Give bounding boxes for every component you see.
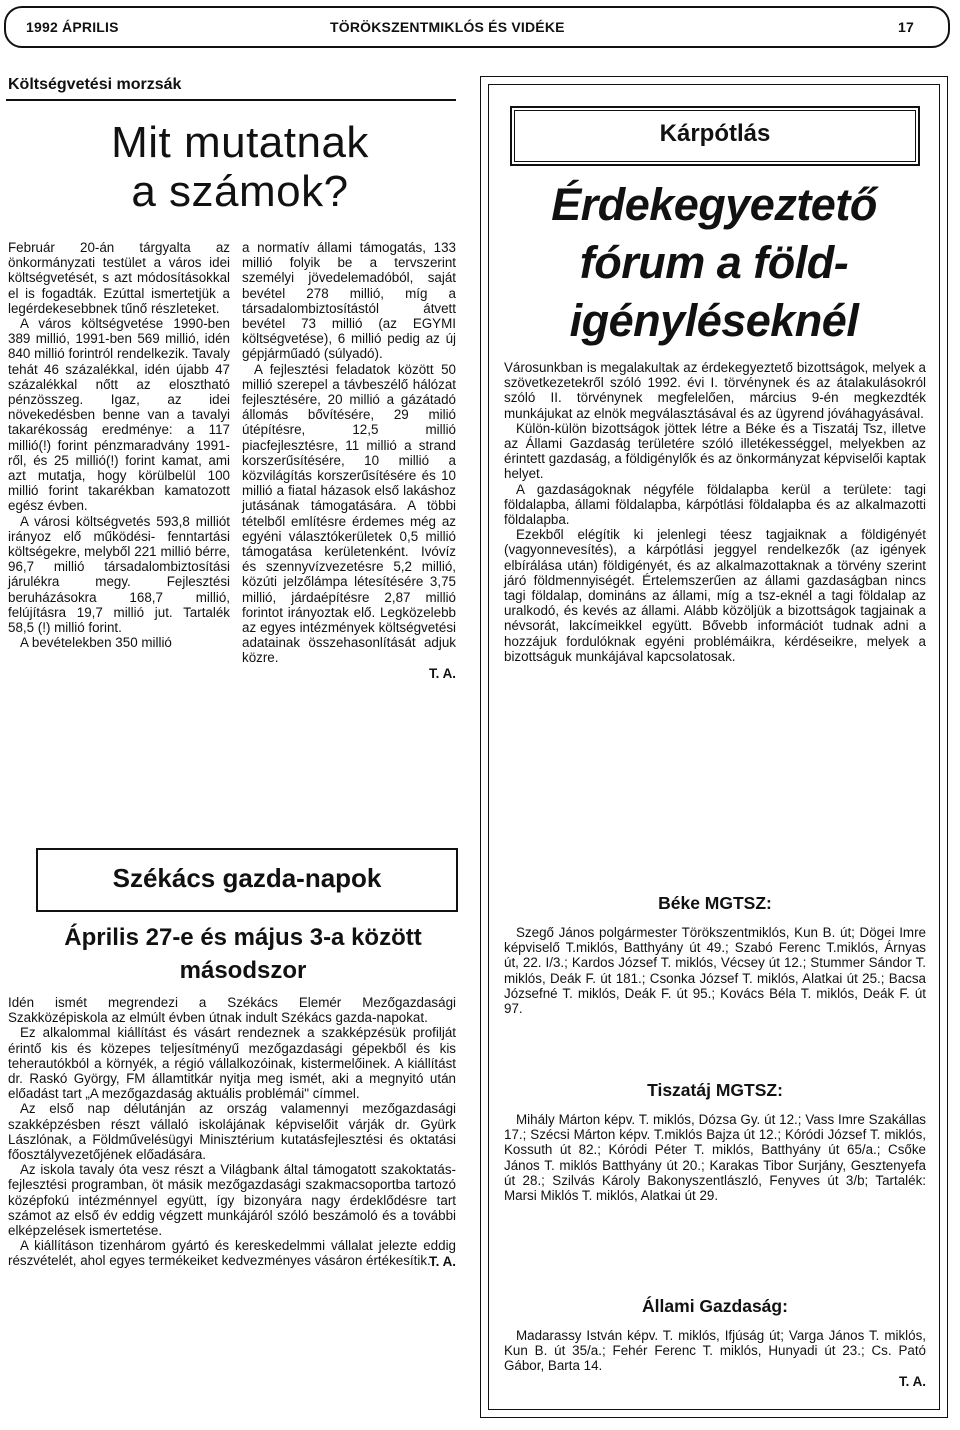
allami-gazdasag-members: [504, 1328, 926, 1389]
section-label: Költségvetési morzsák: [8, 76, 182, 93]
gazda-box-title: Székács gazda-napok: [112, 863, 382, 893]
body-paragraph: a normatív állami támogatás, 133 millió folyik be a tervszerint személyi jövedelemadóból, saját bevétel 278 millió, míg a társadalombiztosítástól átvett bevétel 73 millió (az EGYMI költségvetése), 6 millió pedig az új gépjárműadó (súlyadó).: [242, 240, 456, 362]
article-title-line1: Mit mutatnak: [111, 118, 369, 167]
beke-mgtsz-members: [504, 925, 926, 1016]
author-signature: T. A.: [428, 1253, 456, 1269]
tiszataj-mgtsz-members: [504, 1112, 926, 1203]
member-list: Szegő János polgármester Törökszentmiklós, Kun B. út; Dögei Imre képviselő T.miklós, Batthyány út 49.; Szabó Ferenc T.miklós, Árnyas út, 22. I/3.; Kardos József T. miklós, Vécsey út 12.; Stummer Sándor T. miklós, Deák F. út 181.; Csonka József T. miklós, Alatkai út 25.; Bacsa Józsefné T. miklós, Deák F. út 95.; Kovács Béla T. miklós, Deák F. út 97.: [504, 925, 926, 1017]
karpotlas-box-title: Kárpótlás: [659, 120, 771, 147]
member-list: Mihály Márton képv. T. miklós, Dózsa Gy. út 12.; Vass Imre Szakállas 17.; Szécsi Márton képv. T.miklós Bajza út 12.; Kóródi József T. miklós, Kossuth út 82.; Kóródi Péter T. miklós, Batthyány út 65/a.; Csőke János T. miklós Batthyány út 20.; Karakas Tibor Surjány, Gesztenyefa út 28.; Szilvás Károly Bakonyszentlászló, Fenyves út 3/b; Tartalék: Marsi Miklós T. miklós, Alatkai út 29.: [504, 1112, 926, 1204]
gazda-headline-line2: másodszor: [179, 957, 307, 984]
body-paragraph: Városunkban is megalakultak az érdekegyeztető bizottságok, melyek a szövetkezetekről szóló 1992. évi I. törvénynek és az átalakulásokról szóló II. törvénynek megfelelően, március 9-én megkezdték munkájukat az elnök megválasztásával és az ügyrend jóváhagyásával.: [504, 360, 926, 421]
tiszataj-mgtsz-heading: Tiszatáj MGTSZ:: [647, 1080, 783, 1100]
body-paragraph: A bevételekben 350 millió: [20, 635, 172, 651]
body-paragraph: A város költségvetése 1990-ben 389 millió, 1991-ben 569 millió, idén 840 millió forintról rendelkezik. Tavaly tehát 46 százalékkal, idén újabb 47 százalékkal nőtt az elosztható pénzösszeg. Igaz, az idei növekedésben benne van a tavalyi takarékosság eredménye: a 117 millió(!) forint pénzmaradvány 1991-ről, és 25 millió(!) forint kamat, ami azt mutatja, hogy körülbelül 100 millió forint takarékban kamatozott egész évben.: [8, 316, 230, 514]
body-paragraph: A városi költségvetés 593,8 milliót irányoz elő működési- fenntartási költségekre, melyből 221 millió bérre, 96,7 millió társadalombiztosítási járulékra megy. Fejlesztési beruházásokra 168,7 millió, felújításra 19,7 millió jut. Tartalék 58,5 (!) millió forint.: [8, 513, 230, 636]
member-list: Madarassy István képv. T. miklós, Ifjúság út; Varga János T. miklós, Kun B. út 35/a.; Fehér Ferenc T. miklós, Hunyadi út 23.; Cs. Pató Gábor, Barta 14.: [504, 1328, 926, 1374]
section-rule: [6, 99, 456, 101]
budget-column-2: [242, 240, 456, 681]
body-paragraph: Az első nap délutánján az ország valamennyi mezőgazdasági szakképzésben részt vállaló iskolájának képviselőit várják dr. Gyürk Lászlónak, a Földművelésügyi Minisztérium kutatásfejlesztési és oktatási főosztályvezetőjének előadására.: [8, 1101, 456, 1163]
karpotlas-headline-line1: Érdekegyeztető: [551, 179, 877, 230]
author-signature: T. A.: [898, 1373, 926, 1389]
karpotlas-headline-line2: fórum a föld-: [579, 237, 849, 288]
gazda-headline-line1: Április 27-e és május 3-a között: [64, 924, 422, 951]
gazda-body: [8, 995, 456, 1269]
article-title-line2: a számok?: [131, 167, 349, 216]
karpotlas-headline-line3: igényléseknél: [569, 295, 859, 346]
newspaper-title: TÖRÖKSZENTMIKLÓS ÉS VIDÉKE: [330, 19, 565, 35]
body-paragraph: Ez alkalommal kiállítást és vásárt rendeznek a szakképzésük profilját érintő kis és közepes teljesítményű mezőgazdasági gépekből és kis teherautókból a környék, a régió vállalkozóinak, kistermelőinek. A kiállítást dr. Raskó György, FM államtitkár nyitja meg ismét, aki a megnyitó után előadást tart „A mezőgazdaság aktuális problémái" címmel.: [8, 1025, 456, 1102]
allami-gazdasag-heading: Állami Gazdaság:: [642, 1296, 788, 1316]
budget-column-1: [8, 240, 230, 650]
body-paragraph: Külön-külön bizottságok jöttek létre a Béke és a Tiszatáj Tsz, illetve az Állami Gazdaság területére szóló illetékességgel, melyekben az érintett gazdaság, a földigénylők és az önkormányzat képviselői kaptak helyet.: [504, 420, 926, 482]
karpotlas-body: [504, 360, 926, 664]
author-signature: T. A.: [428, 665, 456, 681]
page-number: 17: [898, 19, 914, 35]
body-paragraph: A kiállításon tizenhárom gyártó és kereskedelmmi vállalat jelezte eddig részvételét, ahol egyes termékeiket kedvezményes vásáron értékesítik.: [8, 1238, 456, 1269]
body-paragraph: Az iskola tavaly óta vesz részt a Világbank által támogatott szakoktatás-fejlesztési programban, öt másik mezőgazdasági szakmacsoportba tartozó középfokú intézménnyel együtt, így bizonyára nagy érdeklődésre tart számot az első év eddig végzett munkájáról szóló beszámoló és a további elképzelések ismertetése.: [8, 1162, 456, 1239]
issue-date: 1992 ÁPRILIS: [26, 19, 119, 35]
body-paragraph: Idén ismét megrendezi a Székács Elemér Mezőgazdasági Szakközépiskola az elmúlt évben útnak indult Székács gazda-napokat.: [8, 995, 456, 1026]
body-paragraph: A fejlesztési feladatok között 50 millió szerepel a távbeszélő hálózat fejlesztésére, 20 millió a gázátadó állomás bővítésére, 29 milió útépítésre, 12,5 millió piacfejlesztésre, 11 millió a strand korszerűsítésére, 10 millió a közvilágítás korszerűsítésére és 10 millió a fiatal házasok első lakáshoz jutásának támogatására. A többi tételből említésre érdemes még az egyéni választókerületek 0,5 millió támogatása kerületenként. Ivóvíz és szennyvízvezetésre 5,2 millió, közúti jelzőlámpa létesítésére 3,75 millió, járdaépítésre 2,87 millió forintot irányoztak elő. Legközelebb az egyes intézmények költségvetési adatainak összehasonlítását adjuk közre.: [242, 361, 456, 666]
body-paragraph: Február 20-án tárgyalta az önkormányzati testület a város idei költségvetését, s azt módosításokkal el is fogadták. Ezúttal ismertetjük a legérdekesebbnek tűnő részleteket.: [8, 240, 230, 316]
body-paragraph: Ezekből elégítik ki jelenlegi téesz tagjaiknak a földigényét (vagyonnevesítés), a kárpótlási jeggyel rendelkezők (az igények elbírálása után) földigényét, és az alkalmazottaknak a törvény szerint járó földmennyiségét. Értelemszerűen az állami gazdaságban nincs tagi földalap, domináns az állami, míg a tsz-eknél a tagi földalap az uralkodó, és kevés az állami. Alább közöljük a bizottságok tagjainak a névsorát, lakcímeikkel együtt. Bővebb információt tudnak adni a hozzájuk fordulóknak egyéni problémáikra, kérdéseikre, melyek a bizottságuk munkájával kapcsolatosak.: [504, 527, 926, 664]
body-paragraph: A gazdaságoknak négyféle földalapba kerül a területe: tagi földalapba, állami földalapba, kárpótlási földalapba és az alkalmazotti földalapba.: [504, 481, 926, 528]
beke-mgtsz-heading: Béke MGTSZ:: [658, 893, 772, 913]
